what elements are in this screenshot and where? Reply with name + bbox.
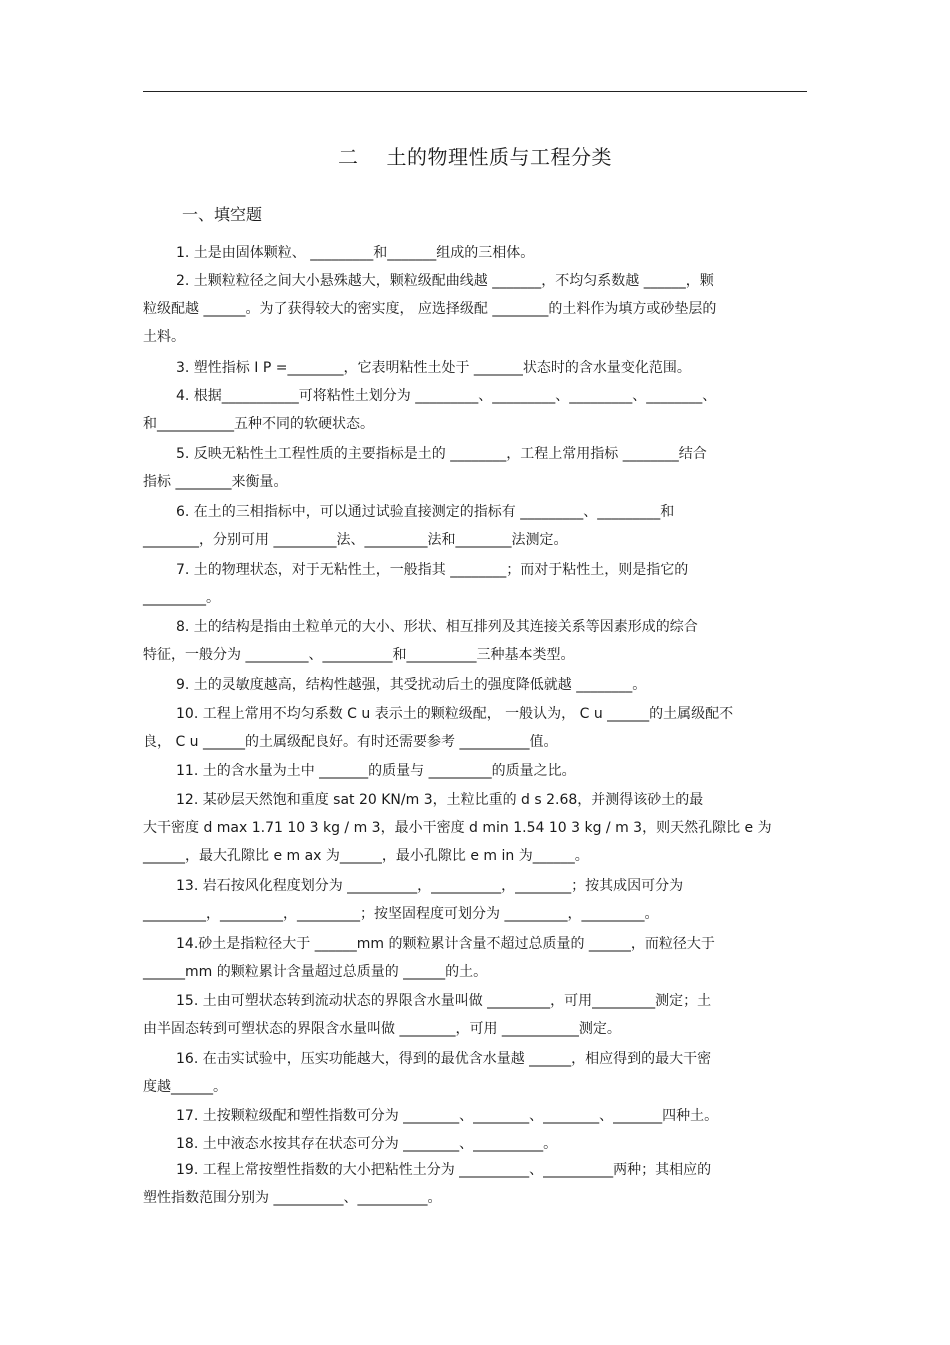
- question-4: [143, 382, 807, 438]
- question-line: 和___________五种不同的软硬状态。: [143, 416, 374, 432]
- question-line: 由半固态转到可塑状态的界限含水量叫做 ________，可用 ___________测定。: [143, 1021, 621, 1037]
- question-line: 2. 土颗粒粒径之间大小悬殊越大，颗粒级配曲线越 _______，不均匀系数越 ______，颗: [176, 273, 714, 289]
- question-12: [143, 786, 807, 870]
- question-13: [143, 872, 807, 928]
- question-line: 特征，一般分为 _________、__________和__________三种基本类型。: [143, 647, 575, 663]
- chapter-number: 二: [338, 145, 359, 169]
- question-line: 15. 土由可塑状态转到流动状态的界限含水量叫做 _________，可用_________测定；土: [176, 993, 712, 1009]
- question-line: 土料。: [143, 329, 185, 345]
- question-line: 11. 土的含水量为土中 _______的质量与 _________的质量之比。: [176, 763, 576, 779]
- question-7: [143, 556, 807, 612]
- question-17: [143, 1102, 807, 1130]
- question-line: _________，_________，_________；按坚固程度可划分为 _________，_________。: [143, 906, 659, 922]
- question-2: [143, 267, 807, 351]
- question-line: 指标 ________来衡量。: [143, 474, 288, 490]
- question-line: 4. 根据___________可将粘性土划分为 _________、_________、_________、________、: [176, 388, 717, 404]
- question-line: _________。: [143, 590, 220, 606]
- question-line: 8. 土的结构是指由土粒单元的大小、形状、相互排列及其连接关系等因素形成的综合: [176, 619, 698, 635]
- question-line: 6. 在土的三相指标中，可以通过试验直接测定的指标有 _________、_________和: [176, 504, 675, 520]
- question-line: 16. 在击实试验中，压实功能越大，得到的最优含水量越 ______，相应得到的最大干密: [176, 1051, 712, 1067]
- question-line: 10. 工程上常用不均匀系数 C u 表示土的颗粒级配， 一般认为， C u ______的土属级配不: [176, 706, 734, 722]
- question-line: 19. 工程上常按塑性指数的大小把粘性土分为 __________、__________两种；其相应的: [176, 1162, 712, 1178]
- question-line: 9. 土的灵敏度越高，结构性越强，其受扰动后土的强度降低就越 ________。: [176, 677, 647, 693]
- question-line: 17. 土按颗粒级配和塑性指数可分为 ________、________、________、_______四种土。: [176, 1108, 719, 1124]
- question-line: 13. 岩石按风化程度划分为 __________，__________，________；按其成因可分为: [176, 878, 684, 894]
- question-line: 5. 反映无粘性土工程性质的主要指标是土的 ________，工程上常用指标 ________结合: [176, 446, 707, 462]
- question-3: [143, 354, 807, 382]
- question-line: 塑性指数范围分别为 __________、__________。: [143, 1190, 442, 1206]
- question-16: [143, 1045, 807, 1101]
- question-line: 大干密度 d max 1.71 10 3 kg / m 3，最小干密度 d min 1.54 10 3 kg / m 3，则天然孔隙比 e 为: [143, 820, 772, 836]
- question-15: [143, 987, 807, 1043]
- section-heading: 一、填空题: [182, 205, 263, 224]
- question-8: [143, 613, 807, 669]
- question-line: 18. 土中液态水按其存在状态可分为 ________、__________。: [176, 1136, 558, 1152]
- question-line: 1. 土是由固体颗粒、 _________和_______组成的三相体。: [176, 245, 535, 261]
- question-line: 7. 土的物理状态，对于无粘性土，一般指其 ________；而对于粘性土，则是指它的: [176, 562, 689, 578]
- chapter-title: 土的物理性质与工程分类: [386, 145, 612, 169]
- question-14: [143, 930, 807, 986]
- question-line: ________，分别可用 _________法、_________法和________法测定。: [143, 532, 568, 548]
- question-line: 粒级配越 ______。为了获得较大的密实度， 应选择级配 ________的土料作为填方或砂垫层的: [143, 301, 717, 317]
- page-title: [0, 141, 950, 170]
- question-19: [143, 1156, 807, 1212]
- question-10: [143, 700, 807, 756]
- question-line: 良， C u ______的土属级配良好。有时还需要参考 __________值。: [143, 734, 558, 750]
- question-18: [143, 1130, 807, 1158]
- question-1: [143, 239, 807, 267]
- question-line: 度越______。: [143, 1079, 227, 1095]
- question-line: ______mm 的颗粒累计含量超过总质量的 ______的土。: [143, 964, 488, 980]
- question-line: ______，最大孔隙比 e m ax 为______，最小孔隙比 e m in 为______。: [143, 848, 589, 864]
- question-line: 12. 某砂层天然饱和重度 sat 20 KN/m 3，土粒比重的 d s 2.68，并测得该砂土的最: [176, 792, 704, 808]
- question-9: [143, 671, 807, 699]
- question-line: 3. 塑性指标 I P =________，它表明粘性土处于 _______状态时的含水量变化范围。: [176, 360, 691, 376]
- question-11: [143, 757, 807, 785]
- question-6: [143, 498, 807, 554]
- top-rule: [143, 91, 807, 92]
- question-5: [143, 440, 807, 496]
- question-line: 14.砂土是指粒径大于 ______mm 的颗粒累计含量不超过总质量的 ______，而粒径大于: [176, 936, 715, 952]
